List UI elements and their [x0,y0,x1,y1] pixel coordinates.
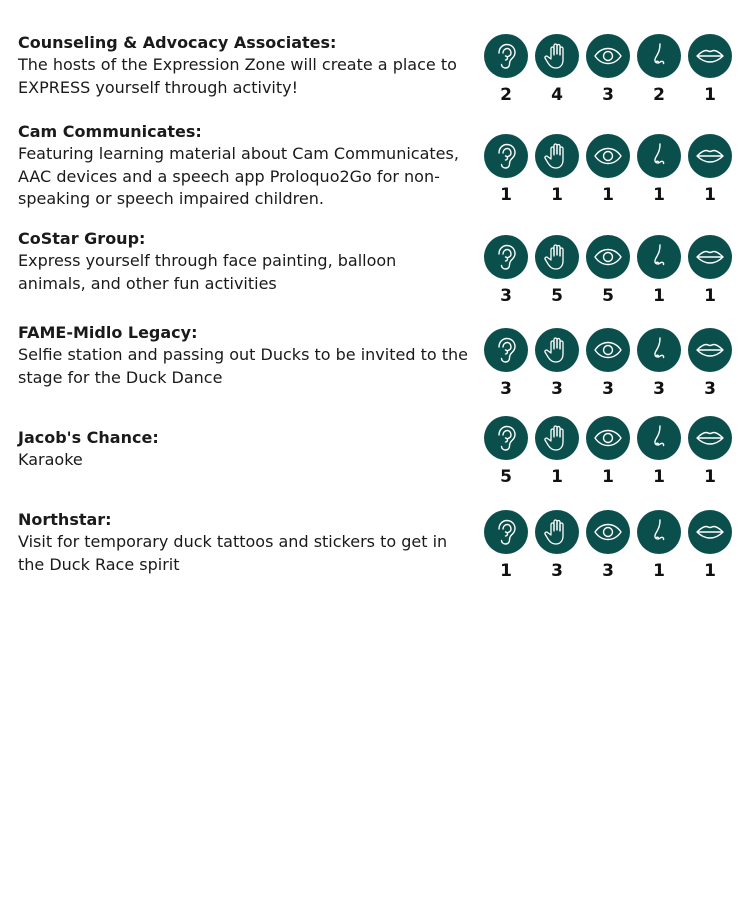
sense-score: 3 [551,561,563,581]
sense-rating [586,134,630,205]
sense-rating [484,328,528,399]
sense-ratings-row [484,328,734,408]
sense-score: 2 [653,85,665,105]
sense-score: 1 [653,561,665,581]
ear-icon [484,328,528,372]
hand-icon [535,416,579,460]
sense-rating [586,510,630,581]
sense-rating [586,328,630,399]
vendor-name: FAME-Midlo Legacy: [18,323,198,342]
sense-rating [688,235,732,306]
hand-icon [535,328,579,372]
ear-icon [484,235,528,279]
eye-icon [586,416,630,460]
eye-icon [586,134,630,178]
vendor-entry [18,322,468,389]
sense-score: 3 [602,85,614,105]
vendor-name: Cam Communicates: [18,122,202,141]
sense-ratings-row [484,510,734,590]
sense-score: 1 [500,185,512,205]
sense-rating [688,34,732,105]
vendor-name: Counseling & Advocacy Associates: [18,33,337,52]
sense-score: 1 [704,561,716,581]
ear-icon [484,34,528,78]
sense-rating [535,416,579,487]
eye-icon [586,510,630,554]
sense-score: 3 [602,379,614,399]
sense-score: 1 [653,185,665,205]
vendor-description: The hosts of the Expression Zone will create a place to EXPRESS yourself through activity! [18,55,457,97]
lips-icon [688,34,732,78]
sense-rating [688,134,732,205]
vendor-description: Express yourself through face painting, balloon animals, and other fun activities [18,251,397,293]
sense-rating [688,328,732,399]
nose-icon [637,416,681,460]
lips-icon [688,134,732,178]
sense-rating [637,416,681,487]
sense-rating [637,34,681,105]
sense-score: 2 [500,85,512,105]
hand-icon [535,235,579,279]
vendor-description: Selfie station and passing out Ducks to be invited to the stage for the Duck Dance [18,345,468,387]
vendor-description: Visit for temporary duck tattoos and stickers to get in the Duck Race spirit [18,532,448,574]
hand-icon [535,34,579,78]
sense-rating [535,134,579,205]
ear-icon [484,416,528,460]
sense-rating [535,235,579,306]
sense-score: 1 [704,467,716,487]
vendor-description: Featuring learning material about Cam Communicates, AAC devices and a speech app Proloquo2Go for non-speaking or speech impaired children. [18,144,459,208]
sense-rating [688,416,732,487]
sense-score: 5 [500,467,512,487]
vendor-entry [18,509,468,576]
sense-score: 3 [653,379,665,399]
sense-rating [535,328,579,399]
lips-icon [688,235,732,279]
nose-icon [637,34,681,78]
sense-score: 1 [551,467,563,487]
hand-icon [535,134,579,178]
lips-icon [688,328,732,372]
vendor-name: CoStar Group: [18,229,146,248]
sense-score: 3 [500,286,512,306]
sense-score: 1 [704,85,716,105]
vendor-entry [18,427,468,472]
sense-score: 1 [704,286,716,306]
vendor-entry [18,228,468,295]
lips-icon [688,416,732,460]
sense-rating [637,510,681,581]
vendor-entry [18,32,468,99]
sense-ratings-row [484,416,734,496]
sense-score: 3 [602,561,614,581]
sense-score: 1 [602,185,614,205]
sense-rating [535,510,579,581]
sense-score: 1 [704,185,716,205]
sense-rating [637,134,681,205]
ear-icon [484,134,528,178]
vendor-entry [18,121,468,211]
sense-rating [484,34,528,105]
ear-icon [484,510,528,554]
sense-ratings-row [484,134,734,214]
sense-rating [586,416,630,487]
vendor-description: Karaoke [18,450,83,469]
eye-icon [586,34,630,78]
sense-score: 5 [551,286,563,306]
sense-rating [688,510,732,581]
vendor-name: Northstar: [18,510,112,529]
sense-score: 5 [602,286,614,306]
sense-rating [484,416,528,487]
sense-score: 1 [602,467,614,487]
sense-rating [586,235,630,306]
sense-rating [484,510,528,581]
nose-icon [637,328,681,372]
lips-icon [688,510,732,554]
nose-icon [637,510,681,554]
eye-icon [586,328,630,372]
sense-score: 3 [704,379,716,399]
sense-rating [484,134,528,205]
sense-score: 3 [551,379,563,399]
nose-icon [637,235,681,279]
sense-ratings-row [484,34,734,114]
sense-score: 1 [653,467,665,487]
sense-rating [637,328,681,399]
sense-rating [637,235,681,306]
sense-rating [586,34,630,105]
vendor-name: Jacob's Chance: [18,428,159,447]
sense-ratings-row [484,235,734,315]
hand-icon [535,510,579,554]
sense-rating [484,235,528,306]
eye-icon [586,235,630,279]
sense-rating [535,34,579,105]
sense-score: 1 [653,286,665,306]
sense-score: 3 [500,379,512,399]
sense-score: 4 [551,85,563,105]
nose-icon [637,134,681,178]
sense-score: 1 [500,561,512,581]
sense-score: 1 [551,185,563,205]
